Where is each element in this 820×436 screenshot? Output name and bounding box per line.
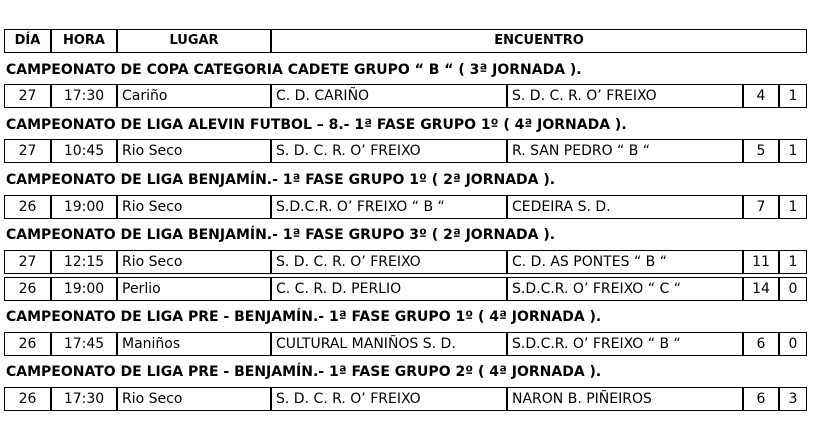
- match-local: C. D. CARIÑO: [271, 84, 507, 108]
- match-dia: 27: [4, 84, 51, 108]
- goles-visitante: 1: [779, 139, 807, 163]
- table-row: [4, 277, 807, 301]
- goles-local: 14: [743, 277, 779, 301]
- goles-visitante: 0: [779, 277, 807, 301]
- goles-visitante: 3: [779, 387, 807, 411]
- match-visitante: S.D.C.R. O’ FREIXO “ B “: [507, 332, 743, 356]
- match-visitante: S. D. C. R. O’ FREIXO: [507, 84, 743, 108]
- match-dia: 26: [4, 277, 51, 301]
- table-row: [4, 332, 807, 356]
- match-lugar: Maniños: [117, 332, 271, 356]
- match-local: S. D. C. R. O’ FREIXO: [271, 387, 507, 411]
- section-title: CAMPEONATO DE LIGA PRE - BENJAMÍN.- 1ª FASE GRUPO 2º ( 4ª JORNADA ).: [6, 364, 602, 380]
- match-hora: 17:45: [51, 332, 117, 356]
- match-visitante: NARON B. PIÑEIROS: [507, 387, 743, 411]
- goles-visitante: 1: [779, 195, 807, 219]
- match-visitante: CEDEIRA S. D.: [507, 195, 743, 219]
- match-hora: 19:00: [51, 195, 117, 219]
- section-title: CAMPEONATO DE LIGA PRE - BENJAMÍN.- 1ª FASE GRUPO 1º ( 4ª JORNADA ).: [6, 309, 602, 325]
- match-hora: 10:45: [51, 139, 117, 163]
- match-visitante: S.D.C.R. O’ FREIXO “ C “: [507, 277, 743, 301]
- goles-local: 11: [743, 250, 779, 274]
- goles-visitante: 1: [779, 84, 807, 108]
- match-dia: 26: [4, 195, 51, 219]
- header-encuentro: ENCUENTRO: [271, 29, 807, 53]
- goles-visitante: 0: [779, 332, 807, 356]
- goles-visitante: 1: [779, 250, 807, 274]
- match-local: S. D. C. R. O’ FREIXO: [271, 139, 507, 163]
- match-dia: 26: [4, 332, 51, 356]
- goles-local: 6: [743, 387, 779, 411]
- match-local: S.D.C.R. O’ FREIXO “ B “: [271, 195, 507, 219]
- match-local: C. C. R. D. PERLIO: [271, 277, 507, 301]
- match-hora: 12:15: [51, 250, 117, 274]
- table-row: [4, 195, 807, 219]
- match-lugar: Rio Seco: [117, 139, 271, 163]
- match-local: CULTURAL MANIÑOS S. D.: [271, 332, 507, 356]
- match-hora: 17:30: [51, 387, 117, 411]
- match-lugar: Rio Seco: [117, 195, 271, 219]
- section-title: CAMPEONATO DE COPA CATEGORIA CADETE GRUPO “ B “ ( 3ª JORNADA ).: [6, 62, 582, 78]
- header-lugar: LUGAR: [117, 29, 271, 53]
- match-dia: 27: [4, 139, 51, 163]
- section-title: CAMPEONATO DE LIGA BENJAMÍN.- 1ª FASE GRUPO 1º ( 2ª JORNADA ).: [6, 172, 556, 188]
- table-header: [4, 29, 807, 53]
- goles-local: 7: [743, 195, 779, 219]
- goles-local: 4: [743, 84, 779, 108]
- match-visitante: C. D. AS PONTES “ B “: [507, 250, 743, 274]
- match-dia: 26: [4, 387, 51, 411]
- table-row: [4, 387, 807, 411]
- match-lugar: Rio Seco: [117, 387, 271, 411]
- header-hora: HORA: [51, 29, 117, 53]
- table-row: [4, 250, 807, 274]
- goles-local: 5: [743, 139, 779, 163]
- header-dia: DÍA: [4, 29, 51, 53]
- table-row: [4, 139, 807, 163]
- match-visitante: R. SAN PEDRO “ B “: [507, 139, 743, 163]
- match-hora: 17:30: [51, 84, 117, 108]
- match-dia: 27: [4, 250, 51, 274]
- match-lugar: Rio Seco: [117, 250, 271, 274]
- section-title: CAMPEONATO DE LIGA BENJAMÍN.- 1ª FASE GRUPO 3º ( 2ª JORNADA ).: [6, 227, 556, 243]
- match-lugar: Cariño: [117, 84, 271, 108]
- match-hora: 19:00: [51, 277, 117, 301]
- match-local: S. D. C. R. O’ FREIXO: [271, 250, 507, 274]
- section-title: CAMPEONATO DE LIGA ALEVIN FUTBOL – 8.- 1ª FASE GRUPO 1º ( 4ª JORNADA ).: [6, 117, 627, 133]
- table-row: [4, 84, 807, 108]
- goles-local: 6: [743, 332, 779, 356]
- match-lugar: Perlio: [117, 277, 271, 301]
